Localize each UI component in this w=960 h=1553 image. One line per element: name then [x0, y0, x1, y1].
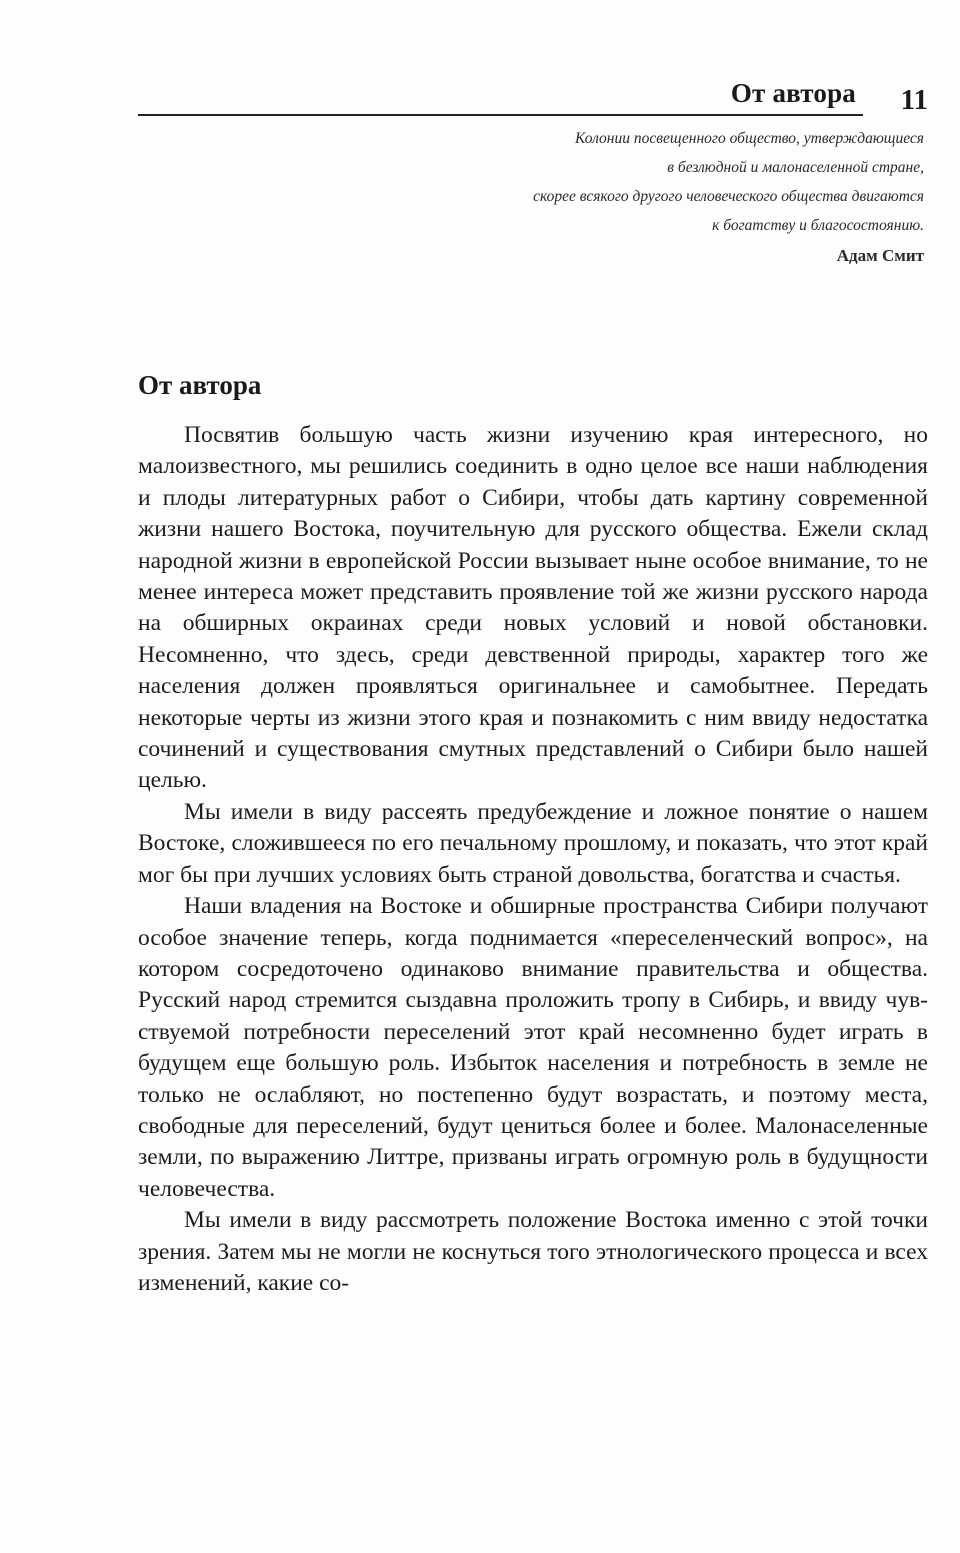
epigraph-line: в безлюдной и малонаселенной стране, — [667, 159, 924, 176]
paragraph: Мы имели в виду рассмотреть положение Востока именно с этой точки зрения. Затем мы не могли не коснуться того этнологического процесса и всех изменений, какие со- — [138, 1207, 928, 1296]
paragraph: Наши владения на Востоке и обширные пространства Сибири получают особое значение теперь, когда поднимается «переселенческий вопрос», на котором сосредоточено одинаково внимание правительства и общества. Русский народ стремится сыздавна проложить тропу в Сибирь, и ввиду чувствуемой потребности переселений этот край несомненно будет играть в будущем еще большую роль. Избыток населения и потребность в земле не только не ослабляют, но постепенно будут возрастать, и поэтому места, свободные для переселений, будут цениться более и более. Малонаселенные земли, по выражению Литтре, призваны играть огромную роль в будущности человечества. — [138, 893, 928, 1202]
section-heading: От автора — [138, 370, 262, 400]
epigraph — [284, 124, 924, 270]
epigraph-line: Колонии посвещенного общество, утверждающиеся — [575, 130, 924, 147]
header-rule — [138, 114, 863, 116]
paragraph: Мы имели в виду рассеять предубеждение и ложное понятие о нашем Востоке, сложившееся по его печальному прошлому, и показать, что этот край мог бы при лучших условиях быть страной довольства, богатства и счастья. — [138, 798, 928, 888]
running-title: От автора — [730, 78, 856, 108]
body-text — [138, 420, 928, 1299]
paragraph: Посвятив большую часть жизни изучению края интересного, но малоизвестного, мы решились соединить в одно целое все наши наблюдения и плоды литературных работ о Сибири, чтобы дать картину современной жизни нашего Востока, поучительную для русского общества. Ежели склад народной жизни в европейской России вызывает ныне особое внимание, то не менее интереса может представить проявление той же жизни русского народа на обширных окраинах среди новых условий и новой обстановки. Несомненно, что здесь, среди девственной природы, характер того же населения должен проявляться оригинальнее и самобытнее. Передать некоторые черты из жизни этого края и познакомить с ним ввиду недостатка сочинений и существования смутных представлений о Сибири было нашей целью. — [138, 422, 928, 794]
epigraph-line: к богатству и благосостоянию. — [712, 217, 924, 234]
epigraph-line: скорее всякого другого человеческого общества двигаются — [533, 188, 924, 205]
page-number: 11 — [900, 84, 928, 116]
running-header — [138, 74, 936, 120]
epigraph-author: Адам Смит — [836, 246, 924, 265]
